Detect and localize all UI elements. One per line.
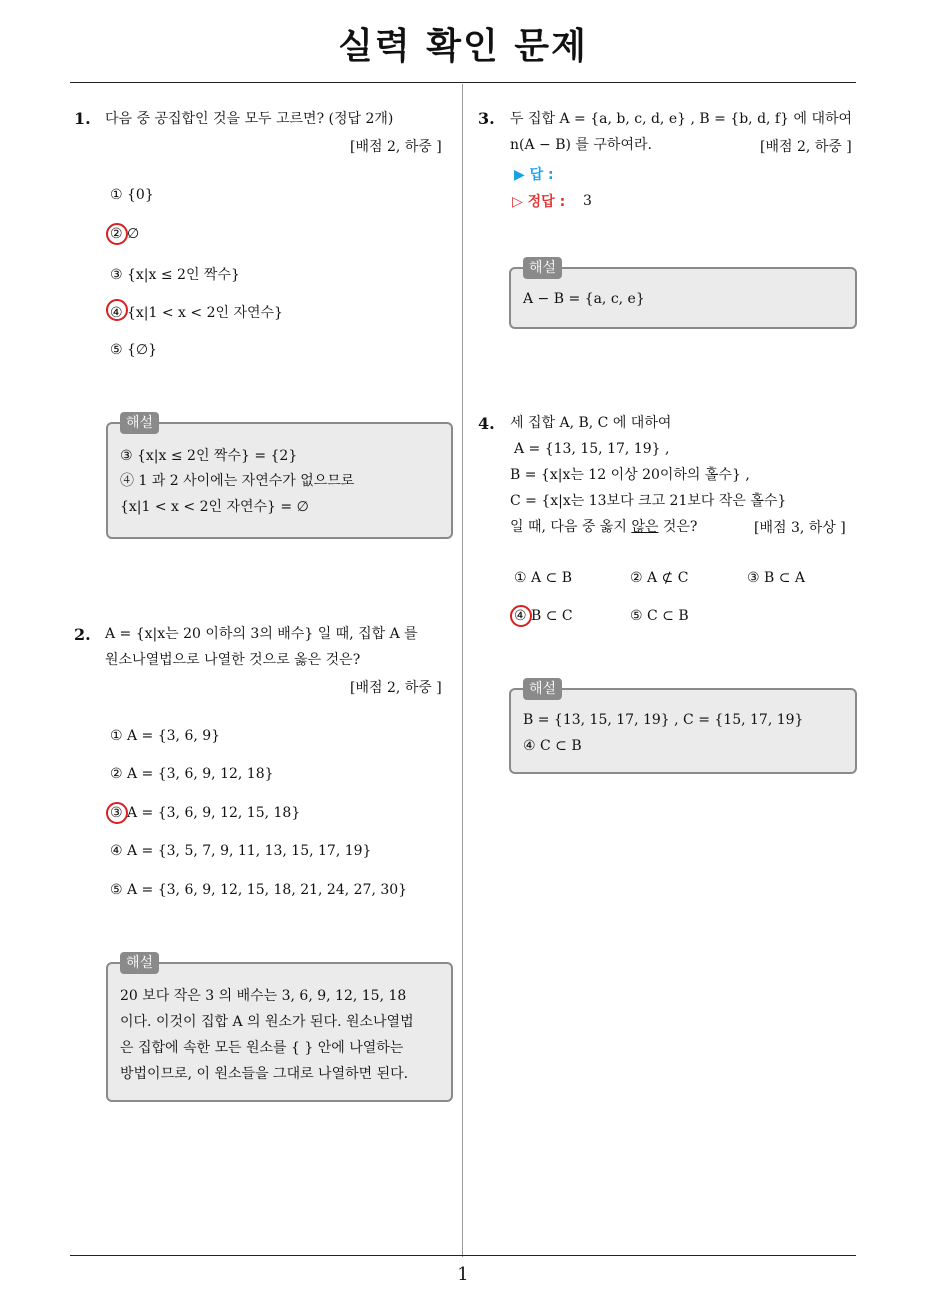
q2-option-5[interactable]: ⑤ A = {3, 6, 9, 12, 15, 18, 21, 24, 27, 30} <box>110 882 408 898</box>
q4-meta: [배점 3, 하상 ] <box>754 520 846 536</box>
page-number: 1 <box>457 1264 469 1285</box>
q4-explanation-tag: 해설 <box>523 678 562 700</box>
q4-option-2[interactable]: ② A ⊄ C <box>630 570 689 586</box>
q2-explanation-line-3: 은 집합에 속한 모든 원소를 { } 안에 나열하는 <box>120 1040 404 1056</box>
q1-meta: [배점 2, 하중 ] <box>350 139 442 155</box>
q2-explanation-box <box>106 955 453 1102</box>
q4-option-5[interactable]: ⑤ C ⊂ B <box>630 608 689 624</box>
q4-number: 4. <box>478 414 495 433</box>
q2-option-2[interactable]: ② A = {3, 6, 9, 12, 18} <box>110 766 274 782</box>
q4-explanation-box <box>509 681 857 774</box>
q2-number: 2. <box>74 625 91 644</box>
q4-line-2: A = {13, 15, 17, 19} , <box>514 441 670 457</box>
q1-option-3[interactable]: ③ {x|x ≤ 2인 짝수} <box>110 267 240 283</box>
q2-explanation-line-1: 20 보다 작은 3 의 배수는 3, 6, 9, 12, 15, 18 <box>120 988 407 1004</box>
q2-meta: [배점 2, 하중 ] <box>350 680 442 696</box>
q3-line-1: 두 집합 A = {a, b, c, d, e} , B = {b, d, f} 에 대하여 <box>510 111 853 127</box>
q1-selected-mark-4 <box>106 299 128 321</box>
q4-option-4[interactable]: ④ B ⊂ C <box>514 608 573 624</box>
q4-line-3: B = {x|x는 12 이상 20이하의 홀수} , <box>510 467 750 483</box>
q2-explanation-line-4: 방법이므로, 이 원소들을 그대로 나열하면 된다. <box>120 1066 409 1082</box>
bottom-divider <box>70 1255 856 1256</box>
q1-explanation-tag: 해설 <box>120 412 159 434</box>
q2-option-1[interactable]: ① A = {3, 6, 9} <box>110 728 221 744</box>
q1-option-5[interactable]: ⑤ {∅} <box>110 342 158 358</box>
q1-number: 1. <box>74 109 91 128</box>
q4-explanation-line-2: ④ C ⊂ B <box>523 738 582 754</box>
q4-option-1[interactable]: ① A ⊂ B <box>514 570 573 586</box>
q3-line-2: n(A − B) 를 구하여라. <box>510 137 652 153</box>
q3-correct-value: 3 <box>583 193 592 209</box>
q1-explanation-box <box>106 415 453 539</box>
q2-selected-mark-3 <box>106 802 128 824</box>
q1-explanation-line-2: ④ 1 과 2 사이에는 자연수가 없으므로 <box>120 473 355 489</box>
q2-line-1: A = {x|x는 20 이하의 3의 배수} 일 때, 집합 A 를 <box>105 626 418 642</box>
q3-explanation-box <box>509 260 857 329</box>
q1-explanation-line-1: ③ {x|x ≤ 2인 짝수} = {2} <box>120 448 298 464</box>
q2-explanation-tag: 해설 <box>120 952 159 974</box>
q3-number: 3. <box>478 109 495 128</box>
q4-selected-mark-4 <box>510 605 532 627</box>
q4-line-5 <box>510 514 697 540</box>
q3-meta: [배점 2, 하중 ] <box>760 139 852 155</box>
q4-line-5-underline: 않은 <box>631 519 659 535</box>
q3-correct-label: ▷ 정답 : <box>512 194 566 210</box>
q1-option-4[interactable]: ④ {x|1 < x < 2인 자연수} <box>110 305 283 321</box>
q2-line-2: 원소나열법으로 나열한 것으로 옳은 것은? <box>105 652 361 668</box>
q3-explanation-tag: 해설 <box>523 257 562 279</box>
q4-option-3[interactable]: ③ B ⊂ A <box>747 570 806 586</box>
q1-option-2[interactable]: ② ∅ <box>110 226 140 242</box>
top-divider <box>70 82 856 83</box>
q1-text: 다음 중 공집합인 것을 모두 고르면? (정답 2개) <box>105 111 394 127</box>
q4-line-5-part-b: 것은? <box>658 519 698 535</box>
q3-answer-label[interactable]: ▶ 답 : <box>514 167 554 183</box>
q1-explanation-line-3: {x|1 < x < 2인 자연수} = ∅ <box>120 499 309 515</box>
q4-explanation-line-1: B = {13, 15, 17, 19} , C = {15, 17, 19} <box>523 712 804 728</box>
q1-option-1[interactable]: ① {0} <box>110 187 154 203</box>
q2-option-3[interactable]: ③ A = {3, 6, 9, 12, 15, 18} <box>110 805 301 821</box>
q4-line-4: C = {x|x는 13보다 크고 21보다 작은 홀수} <box>510 493 787 509</box>
column-divider <box>462 84 463 1257</box>
q2-option-4[interactable]: ④ A = {3, 5, 7, 9, 11, 13, 15, 17, 19} <box>110 843 372 859</box>
q4-line-1: 세 집합 A, B, C 에 대하여 <box>510 415 672 431</box>
q3-explanation-line-1: A − B = {a, c, e} <box>523 291 645 307</box>
q2-explanation-line-2: 이다. 이것이 집합 A 의 원소가 된다. 원소나열법 <box>120 1014 414 1030</box>
q4-line-5-part-a: 일 때, 다음 중 옳지 <box>510 519 632 535</box>
page-title: 실력 확인 문제 <box>338 26 588 67</box>
q1-selected-mark-2 <box>106 223 128 245</box>
